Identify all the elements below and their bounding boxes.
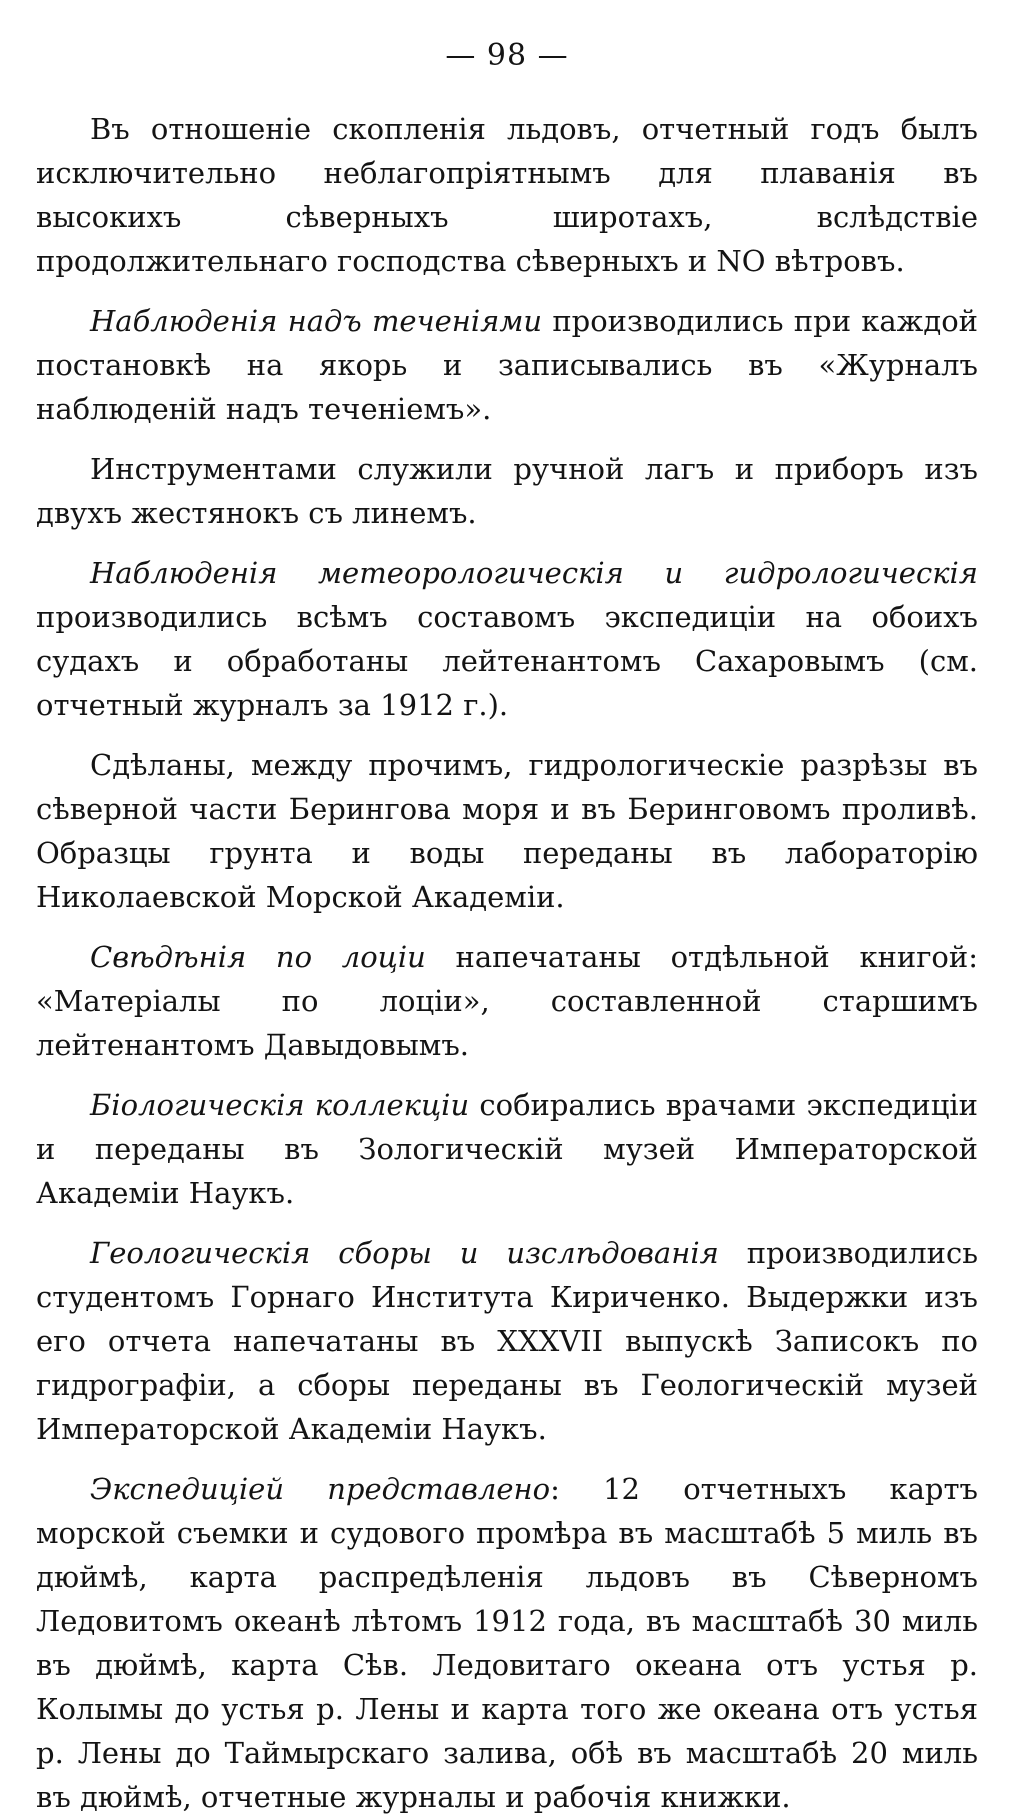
paragraph-text: собирались врачами экспедиціи и переданы въ Зологическій музей Императорской Академіи Наукъ.: [36, 1088, 978, 1210]
paragraph-expedition-deliverables: [36, 1467, 978, 1819]
paragraph-heading: Наблюденія надъ теченіями: [90, 304, 543, 338]
paragraph-biological-collections: [36, 1083, 978, 1215]
paragraph-heading: Геологическія сборы и изслѣдованія: [90, 1236, 719, 1270]
paragraph-text: напечатаны отдѣльной книгой: «Матеріалы по лоціи», составленной старшимъ лейтенантомъ Давыдовымъ.: [36, 940, 978, 1062]
paragraph-text: : 12 отчетныхъ картъ морской съемки и судового промѣра въ масштабѣ 5 миль въ дюймѣ, карта распредѣленія льдовъ въ Сѣверномъ Ледовитомъ океанѣ лѣтомъ 1912 года, въ масштабѣ 30 миль въ дюймѣ, карта Сѣв. Ледовитаго океана отъ устья р. Колымы до устья р. Лены и карта того же океана отъ устья р. Лены до Таймырскаго залива, обѣ въ масштабѣ 20 миль въ дюймѣ, отчетные журналы и рабочія книжки.: [36, 1472, 978, 1814]
paragraph-text: производились при каждой постановкѣ на якорь и записывались въ «Журналъ наблюденій надъ теченіемъ».: [36, 304, 978, 426]
paragraph-current-observations: [36, 299, 978, 431]
paragraph-text: производились всѣмъ составомъ экспедиціи на обоихъ судахъ и обработаны лейтенантомъ Сахаровымъ (см. отчетный журналъ за 1912 г.).: [36, 600, 978, 722]
paragraph-heading: Экспедиціей представлено: [90, 1472, 551, 1506]
paragraph-ice-conditions: [36, 107, 978, 283]
paragraph-text: производились студентомъ Горнаго Института Кириченко. Выдержки изъ его отчета напечатаны въ XXXVII выпускѣ Записокъ по гидрографіи, а сборы переданы въ Геологическій музей Императорской Академіи Наукъ.: [36, 1236, 979, 1446]
paragraph-hydrological-sections: [36, 743, 978, 919]
paragraph-heading: Біологическія коллекціи: [90, 1088, 470, 1122]
paragraph-instruments: [36, 447, 978, 535]
paragraph-heading: Наблюденія метеорологическія и гидрологическія: [90, 556, 978, 590]
paragraph-geological-research: [36, 1231, 978, 1451]
paragraph-text: Въ отношеніе скопленія льдовъ, отчетный годъ былъ исключительно неблагопріятнымъ для плаванія въ высокихъ сѣверныхъ широтахъ, вслѣдствіе продолжительнаго господства сѣверныхъ и NO вѣтровъ.: [36, 112, 978, 278]
paragraph-text: Сдѣланы, между прочимъ, гидрологическіе разрѣзы въ сѣверной части Берингова моря и въ Беринговомъ проливѣ. Образцы грунта и воды переданы въ лабораторію Николаевской Морской Академіи.: [36, 748, 978, 914]
paragraph-heading: Свѣдѣнія по лоціи: [90, 940, 426, 974]
paragraph-text: Инструментами служили ручной лагъ и приборъ изъ двухъ жестянокъ съ линемъ.: [36, 452, 978, 530]
paragraph-meteorological-observations: [36, 551, 978, 727]
paragraph-pilotage-info: [36, 935, 978, 1067]
page-number: — 98 —: [445, 38, 569, 73]
